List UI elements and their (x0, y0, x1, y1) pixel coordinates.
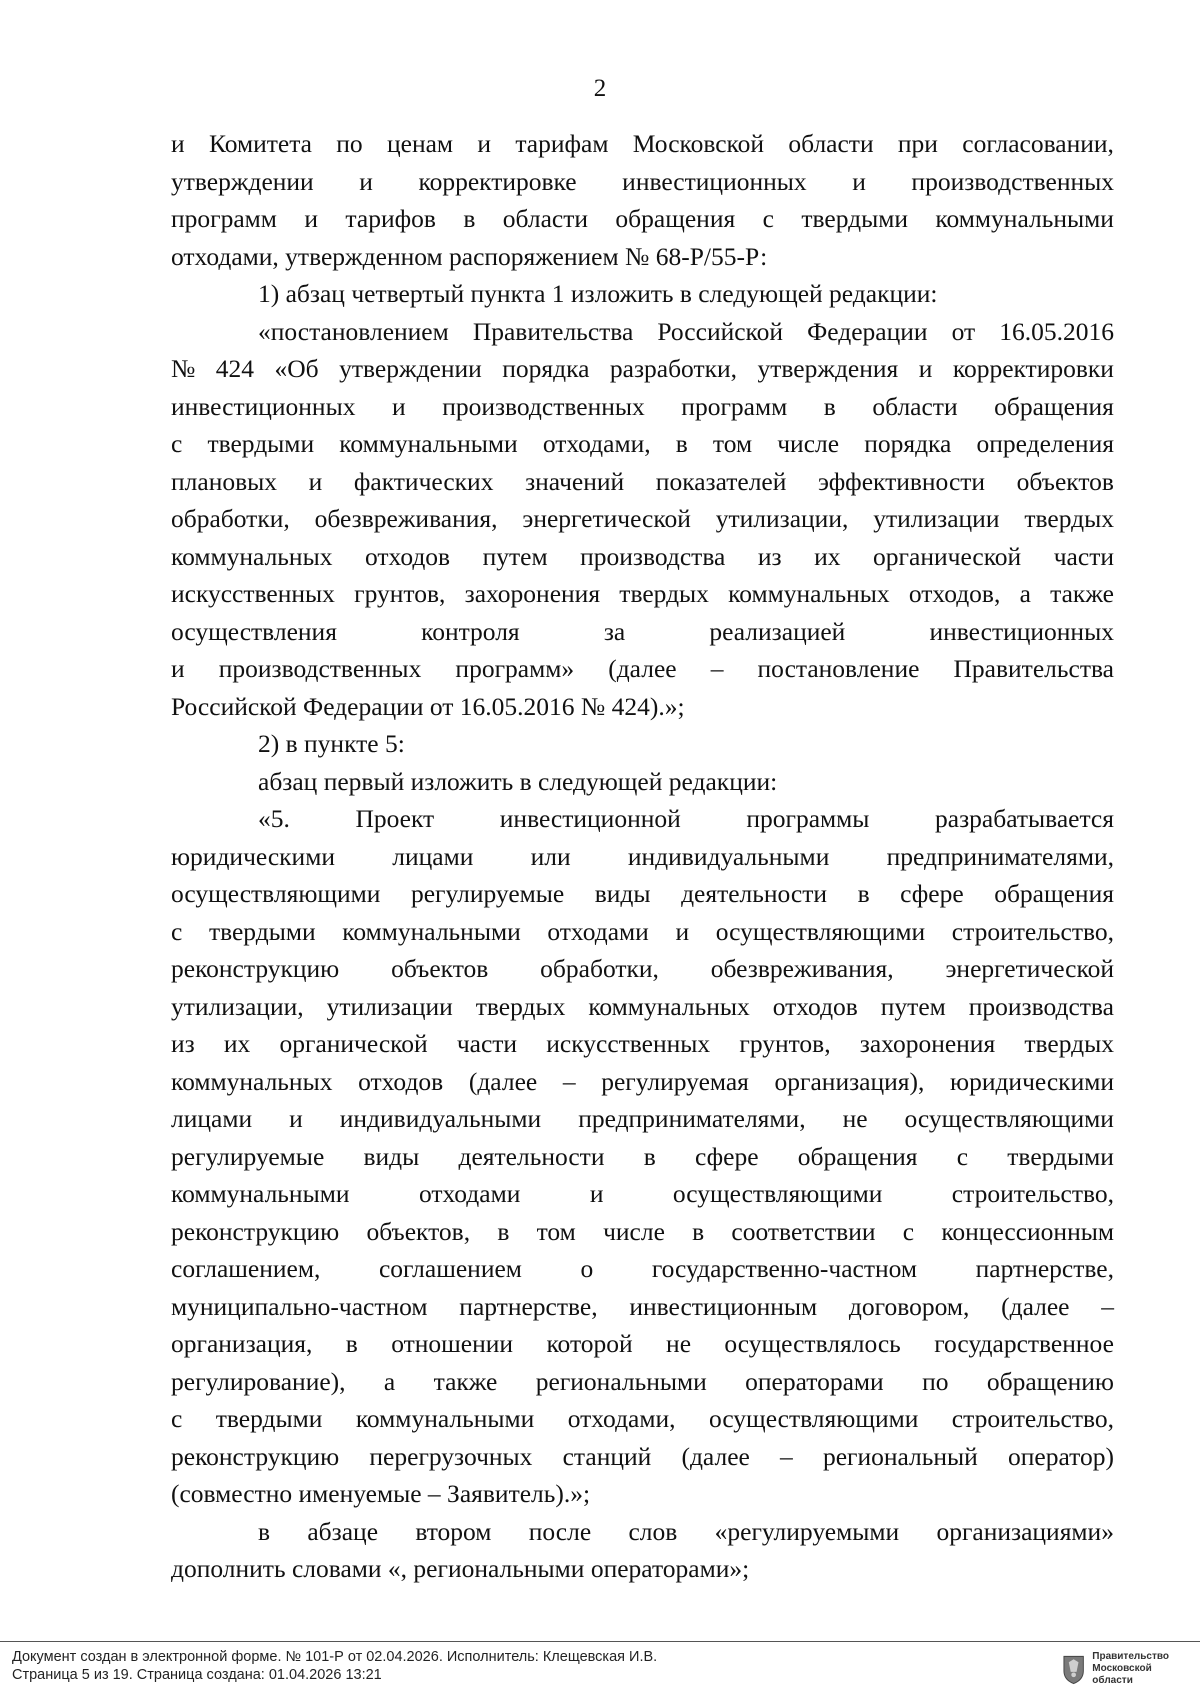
word: с (956, 1141, 969, 1171)
word: твердыми (1007, 1141, 1114, 1171)
word: тарифам (515, 129, 609, 158)
word: из (171, 1029, 195, 1058)
word: и (308, 466, 323, 496)
word: региональными (535, 1366, 707, 1396)
word: сфере (900, 879, 964, 908)
word: их (223, 1029, 251, 1058)
word: реконструкцию (171, 954, 340, 983)
text-line (171, 163, 1114, 201)
word: а (383, 1366, 396, 1396)
word: в (857, 879, 870, 908)
word: осуществляющими (708, 1404, 919, 1433)
word: строительство, (951, 1404, 1114, 1433)
word: коммунальными (339, 429, 518, 458)
word: отходами, (542, 429, 651, 458)
word: твердых (1024, 504, 1114, 533)
word: производственных (218, 654, 422, 683)
word: утилизации, (171, 991, 304, 1021)
word: искусственных (546, 1029, 711, 1058)
word: отходами, (567, 1404, 676, 1433)
moscow-region-crest-icon (1062, 1653, 1085, 1685)
word: от (951, 316, 976, 346)
word: обработки, (540, 954, 659, 983)
word: корректировке (418, 166, 577, 196)
word: осуществляющими (904, 1104, 1114, 1133)
word: или (530, 841, 571, 871)
word: юридическими (171, 841, 335, 871)
word: и (392, 391, 406, 421)
word: не (842, 1104, 868, 1133)
word: организациями» (936, 1516, 1114, 1546)
text-line: (совместно именуемые – Заявитель).»; (171, 1479, 591, 1508)
word: – (710, 654, 724, 683)
word: реализацией (709, 616, 846, 646)
text-line (171, 350, 1114, 388)
word: твердыми (801, 204, 909, 233)
word: осуществляющими (715, 916, 926, 946)
text-line (171, 950, 1114, 988)
word: «5. (258, 804, 290, 833)
word: области (872, 391, 958, 421)
word: и (304, 204, 319, 233)
word: из (757, 541, 782, 571)
word: инвестиционным (629, 1291, 818, 1321)
text-line (171, 1213, 1114, 1251)
logo-text-line1: Правительство (1092, 1651, 1169, 1662)
word: отходов (772, 991, 858, 1021)
word: контроля (421, 616, 520, 646)
text-line (171, 1250, 1114, 1288)
word: обращения (797, 1141, 918, 1171)
footer-page-info: Страница 5 из 19. Страница создана: 01.04.2026 13:21 (12, 1667, 382, 1683)
word: (далее (608, 654, 677, 683)
word: партнерстве, (459, 1291, 598, 1321)
word: оператор) (1008, 1441, 1114, 1471)
word: области (502, 204, 589, 233)
text-line (171, 875, 1114, 913)
word: – (780, 1441, 793, 1471)
word: твердых (619, 579, 709, 608)
word: виды (363, 1141, 420, 1171)
word: концессионным (941, 1216, 1114, 1246)
text-line (171, 125, 1114, 163)
word: по (922, 1366, 949, 1396)
word: также (1050, 579, 1114, 608)
word: предпринимателями, (578, 1104, 806, 1133)
word: с (762, 204, 774, 233)
text-line (171, 838, 1114, 876)
word: показателей (655, 466, 787, 496)
word: производственных (911, 166, 1114, 196)
word: согласовании, (962, 129, 1114, 158)
word: станций (562, 1441, 652, 1471)
word: – (1101, 1291, 1114, 1321)
word: регулируемые (410, 879, 565, 908)
word: регулируемая (601, 1066, 749, 1096)
word: эффективности (818, 466, 986, 496)
text-line: 1) абзац четвертый пункта 1 изложить в следующей редакции: (258, 279, 938, 308)
word: путем (880, 991, 946, 1021)
word: и (852, 166, 866, 196)
word: договором, (848, 1291, 970, 1321)
word: в (692, 1216, 705, 1246)
text-line (171, 1400, 1114, 1438)
word: 16.05.2016 (999, 316, 1114, 346)
word: в (345, 1329, 358, 1358)
word: с (171, 916, 183, 946)
word: «Об (274, 354, 319, 383)
word: операторами (745, 1366, 884, 1396)
word: производства (580, 541, 726, 571)
text-line (171, 1363, 1114, 1401)
word: индивидуальными (339, 1104, 542, 1133)
word: коммунальных (171, 541, 333, 571)
word: объектов (1016, 466, 1114, 496)
word: плановых (171, 466, 278, 496)
word: разработки, (609, 354, 738, 383)
text-line: абзац первый изложить в следующей редакции: (258, 766, 778, 796)
word: объектов, (366, 1216, 471, 1246)
word: втором (415, 1516, 492, 1546)
word: с (902, 1216, 915, 1246)
word: разрабатывается (935, 804, 1114, 833)
word: 424 (215, 354, 255, 383)
word: корректировки (952, 354, 1114, 383)
word: отходами (418, 1179, 521, 1208)
word: том (536, 1216, 576, 1246)
word: соглашением, (171, 1254, 321, 1283)
word: утверждении (339, 354, 482, 383)
word: организация), (774, 1066, 925, 1096)
word: индивидуальными (627, 841, 830, 871)
text-line (171, 1025, 1114, 1063)
text-line (171, 200, 1114, 238)
text-line: дополнить словами «, региональными операторами»; (171, 1554, 750, 1583)
word: порядка (864, 429, 952, 458)
word: осуществления (171, 616, 337, 646)
word: деятельности (458, 1141, 605, 1171)
word: строительство, (951, 1179, 1114, 1208)
word: обращения (994, 879, 1114, 908)
text-line (171, 988, 1114, 1026)
word: в (258, 1516, 271, 1546)
text-line (171, 388, 1114, 426)
word: числе (603, 1216, 665, 1246)
word: обращения (994, 391, 1114, 421)
text-line (171, 1138, 1114, 1176)
word: Правительства (472, 316, 634, 346)
footer-document-info: Документ создан в электронной форме. № 101-Р от 02.04.2026. Исполнитель: Клещевская И.В. (12, 1649, 658, 1665)
word: грунтов, (739, 1029, 831, 1058)
word: обезвреживания, (314, 504, 498, 533)
word: и (289, 1104, 303, 1133)
word: постановление (757, 654, 920, 683)
word: Комитета (208, 129, 312, 158)
word: организация, (171, 1329, 313, 1358)
government-logo (1062, 1650, 1192, 1688)
word: утилизации (326, 991, 453, 1021)
word: предпринимателями, (886, 841, 1114, 871)
word: искусственных (171, 579, 335, 608)
word: обработки, (171, 504, 290, 533)
word: ценам (386, 129, 454, 158)
text-line: Российской Федерации от 16.05.2016 № 424).»; (171, 691, 685, 721)
text-line: отходами, утвержденном распоряжением № 68-Р/55-Р: (171, 241, 768, 271)
text-line (171, 425, 1114, 463)
word: коммунальными (355, 1404, 535, 1433)
word: обращения (615, 204, 736, 233)
word: – (562, 1066, 576, 1096)
word: государственно-частном (651, 1254, 918, 1283)
word: муниципально-частном (171, 1291, 428, 1321)
text-line (171, 1100, 1114, 1138)
word: части (1053, 541, 1114, 571)
word: твердых (1024, 1029, 1114, 1058)
logo-text-line2: Московской области (1092, 1663, 1152, 1686)
word: сфере (694, 1141, 759, 1171)
word: реконструкцию (171, 1441, 340, 1471)
word: виды (594, 879, 651, 908)
word: с (171, 1404, 183, 1433)
page-number: 2 (593, 75, 607, 102)
document-body (171, 125, 1114, 1588)
word: порядка (502, 354, 590, 383)
word: партнерстве, (975, 1254, 1114, 1283)
text-line (171, 1175, 1114, 1213)
word: о (580, 1254, 594, 1283)
word: коммунальных (588, 991, 750, 1021)
word: коммунальных (171, 1066, 333, 1096)
text-line (171, 650, 1114, 688)
word: инвестиционных (622, 166, 807, 196)
word: Федерации (807, 316, 928, 346)
word: строительство, (951, 916, 1114, 946)
word: обезвреживания, (710, 954, 894, 983)
word: утверждении (171, 166, 314, 196)
word: и (359, 166, 373, 196)
word: и (589, 1179, 604, 1208)
word: утверждения (757, 354, 899, 383)
word: энергетической (522, 504, 691, 533)
word: реконструкцию (171, 1216, 340, 1246)
word: в (823, 391, 836, 421)
word: № (171, 354, 196, 383)
word: в (675, 429, 688, 458)
word: региональный (822, 1441, 978, 1471)
word: и (675, 916, 690, 946)
word: по (336, 129, 363, 158)
text-line (171, 800, 1114, 838)
word: и (918, 354, 933, 383)
word: захоронения (859, 1029, 996, 1058)
word: коммунальными (935, 204, 1114, 233)
word: утилизации (873, 504, 1000, 533)
text-line (171, 1513, 1114, 1551)
word: энергетической (945, 954, 1114, 983)
word: «постановлением (258, 316, 449, 346)
word: фактических (353, 466, 494, 496)
word: области (788, 129, 874, 158)
text-line (171, 1063, 1114, 1101)
word: перегрузочных (369, 1441, 533, 1471)
word: при (897, 129, 938, 158)
word: абзаце (307, 1516, 379, 1546)
text-line (171, 500, 1114, 538)
word: лицами (392, 841, 474, 871)
word: инвестиционной (499, 804, 681, 833)
text-line: 2) в пункте 5: (258, 729, 405, 758)
word: и (171, 129, 185, 158)
word: их (814, 541, 841, 571)
word: «регулируемыми (714, 1516, 900, 1546)
word: инвестиционных (929, 616, 1114, 646)
word: отходов, (908, 579, 1001, 608)
word: значений (525, 466, 625, 496)
text-line (171, 575, 1114, 613)
word: соглашением (378, 1254, 522, 1283)
word: захоронения (464, 579, 601, 608)
word: твердыми (208, 916, 316, 946)
text-line (171, 613, 1114, 651)
word: коммунальных (728, 579, 890, 608)
word: утилизации, (715, 504, 849, 533)
word: Российской (657, 316, 784, 346)
word: регулирование), (171, 1366, 346, 1396)
text-line (171, 1438, 1114, 1476)
word: коммунальными (171, 1179, 350, 1208)
word: с (171, 429, 183, 458)
word: твердыми (207, 429, 315, 458)
word: (далее (681, 1441, 750, 1471)
text-line (171, 313, 1114, 351)
word: коммунальными (342, 916, 521, 946)
word: государственное (934, 1329, 1114, 1358)
word: инвестиционных (171, 391, 356, 421)
text-line (171, 913, 1114, 951)
word: обращению (986, 1366, 1114, 1396)
word: объектов (391, 954, 489, 983)
word: путем (482, 541, 548, 571)
word: (далее (468, 1066, 538, 1096)
word: грунтов, (354, 579, 446, 608)
word: и (171, 654, 185, 683)
word: числе (777, 429, 840, 458)
word: лицами (171, 1104, 253, 1133)
word: твердых (475, 991, 566, 1021)
text-line (171, 1288, 1114, 1326)
word: а (1019, 579, 1031, 608)
word: за (603, 616, 626, 646)
word: слов (628, 1516, 678, 1546)
word: осуществляющими (171, 879, 381, 908)
word: определения (976, 429, 1114, 458)
word: программ» (455, 654, 575, 683)
word: также (433, 1366, 498, 1396)
word: (далее (1001, 1291, 1070, 1321)
text-line (171, 1325, 1114, 1363)
word: в (497, 1216, 510, 1246)
word: в (463, 204, 476, 233)
word: производства (968, 991, 1114, 1021)
footer-divider (0, 1641, 1200, 1642)
word: отходов (364, 541, 451, 571)
word: Проект (355, 804, 435, 833)
word: тарифов (345, 204, 436, 233)
text-line (171, 538, 1114, 576)
word: юридическими (950, 1066, 1114, 1096)
text-line (171, 463, 1114, 501)
word: части (456, 1029, 518, 1058)
word: и (477, 129, 492, 158)
word: Московской (632, 129, 765, 158)
word: не (666, 1329, 692, 1358)
word: которой (546, 1329, 633, 1358)
word: в (643, 1141, 656, 1171)
word: программ (681, 391, 788, 421)
word: отношении (391, 1329, 514, 1358)
word: том (712, 429, 753, 458)
footer-metadata (12, 1648, 657, 1684)
word: производственных (442, 391, 645, 421)
word: отходов (358, 1066, 444, 1096)
word: соответствии (731, 1216, 876, 1246)
word: деятельности (681, 879, 828, 908)
word: твердыми (215, 1404, 323, 1433)
word: осуществлялось (724, 1329, 901, 1358)
word: органической (873, 541, 1022, 571)
word: программ (171, 204, 277, 233)
word: осуществляющими (672, 1179, 883, 1208)
word: после (528, 1516, 592, 1546)
word: регулируемые (171, 1141, 325, 1171)
word: отходами (547, 916, 649, 946)
word: Правительства (953, 654, 1114, 683)
word: органической (279, 1029, 428, 1058)
word: программы (746, 804, 870, 833)
